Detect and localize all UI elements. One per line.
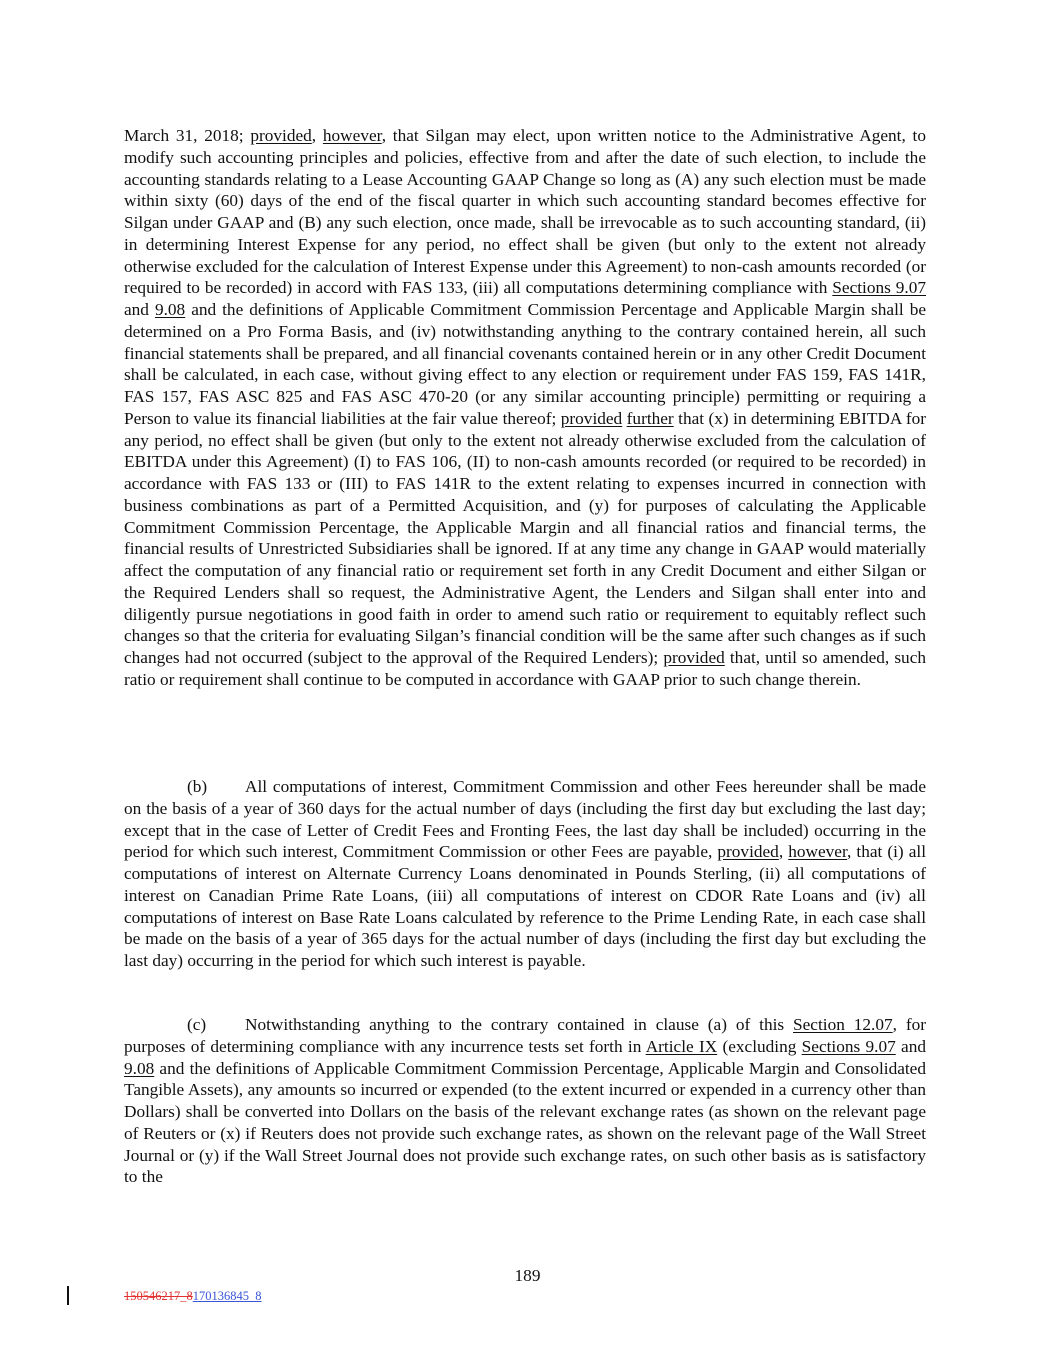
- text-run: ,: [311, 126, 323, 145]
- defined-term: provided: [717, 842, 779, 862]
- defined-term: further: [626, 408, 674, 428]
- text-run: , that (i) all computations of interest on Alternate Currency Loans denominated in Pounds Sterling, (ii) all computations of interest on Canadian Prime Rate Loans, (iii) all computations of interest on CDOR Rate Loans and (iv) all computations of interest on Base Rate Loans calculated by reference to the Prime Lending Rate, in each case shall be made on the basis of a year of 365 days for the actual number of days (including the first day but excluding the last day) occurring in the period for which such interest is payable.: [124, 842, 927, 970]
- section-reference: Sections 9.07: [832, 278, 926, 298]
- section-reference: Section 12.07: [793, 1015, 893, 1034]
- paragraph-a: [124, 125, 926, 691]
- text-run: Notwithstanding anything to the contrary contained in clause (a) of this: [245, 1015, 794, 1034]
- document-id-footer: [124, 1289, 262, 1304]
- text-run: , for purposes of determining compliance with any incurrence tests set forth in: [124, 1015, 927, 1056]
- text-run: March 31, 2018;: [124, 126, 251, 145]
- text-run: (excluding: [717, 1036, 802, 1056]
- text-run: and: [124, 300, 155, 319]
- defined-term: provided: [663, 648, 725, 667]
- section-reference: 9.08: [124, 1058, 155, 1078]
- defined-term: provided: [560, 408, 623, 428]
- defined-term: provided: [250, 126, 312, 145]
- paragraph-c: [124, 1014, 926, 1188]
- inserted-doc-id: 170136845_8: [192, 1289, 262, 1303]
- text-run: that, until so amended, such ratio or requirement shall continue to be computed in accordance with GAAP prior to such change therein.: [124, 648, 927, 689]
- section-reference: 9.08: [154, 300, 186, 319]
- section-reference: Sections 9.07: [801, 1036, 896, 1056]
- text-run: that (x) in determining EBITDA for any period, no effect shall be given (but only to the extent not already otherwise excluded from the calculation of EBITDA under this Agreement) (I) to FAS 106, (II) to non-cash amounts recorded (or required to be recorded) in accordance with FAS 133 or (III) to FAS 141R to the extent relating to expenses incurred in connection with business combinations as part of a Permitted Acquisition, and (y) for purposes of calculating the Applicable Commitment Commission Percentage, the Applicable Margin and all financial ratios and financial terms, the financial results of Unrestricted Subsidiaries shall be ignored. If at any time any change in GAAP would materially affect the computation of any financial ratio or requirement set forth in any Credit Document and either Silgan or the Required Lenders shall so request, the Administrative Agent, the Lenders and Silgan shall enter into and diligently pursue negotiations in good faith in order to amend such ratio or requirement to equitably reflect such changes so that the criteria for evaluating Silgan’s financial condition will be the same after such changes as if such changes had not occurred (subject to the approval of the Required Lenders);: [124, 408, 927, 667]
- deleted-doc-id: 150546217_8: [124, 1289, 193, 1303]
- defined-term: however: [322, 126, 382, 145]
- paragraph-b: [124, 776, 926, 972]
- clause-label: (c): [187, 1015, 207, 1034]
- clause-label: (b): [187, 777, 208, 796]
- text-run: and the definitions of Applicable Commitment Commission Percentage and Applicable Margin shall be determined on a Pro Forma Basis, and (iv) notwithstanding anything to the contrary contained herein, all such financial statements shall be prepared, and all financial covenants contained herein or in any other Credit Document shall be calculated, in each case, without giving effect to any election or requirement under FAS 159, FAS 141R, FAS 157, FAS ASC 825 and FAS ASC 470-20 (or any similar accounting principle) permitting or requiring a Person to value its financial liabilities at the fair value thereof;: [124, 300, 926, 428]
- text-run: , that Silgan may elect, upon written notice to the Administrative Agent, to modify such accounting principles and policies, effective from and after the date of such election, to include the accounting standards relating to a Lease Accounting GAAP Change so long as (A) any such election must be made within sixty (60) days of the end of the fiscal quarter in which such accounting standard becomes effective for Silgan under GAAP and (B) any such election, once made, shall be irrevocable as to such accounting standard, (ii) in determining Interest Expense for any period, no effect shall be given (but only to the extent not already otherwise excluded for the calculation of Interest Expense under this Agreement) to non-cash amounts recorded (or required to be recorded) in accord with FAS 133, (iii) all computations determining compliance with: [124, 126, 927, 298]
- page-number: 189: [514, 1266, 541, 1285]
- text-run: All computations of interest, Commitment Commission and other Fees hereunder shall be made on the basis of a year of 360 days for the actual number of days (including the first day but excluding the last day; except that in the case of Letter of Credit Fees and Fronting Fees, the last day shall be included) occurring in the period for which such interest, Commitment Commission or other Fees are payable,: [124, 777, 926, 862]
- revision-change-bar: [67, 1286, 69, 1305]
- text-run: and the definitions of Applicable Commitment Commission Percentage, Applicable Margin and Consolidated Tangible Assets), any amounts so incurred or expended (to the extent incurred or expended in a currency other than Dollars) shall be converted into Dollars on the basis of the relevant exchange rates (as shown on the relevant page of Reuters or (x) if Reuters does not provide such exchange rates, as shown on the relevant page of the Wall Street Journal or (y) if the Wall Street Journal does not provide such exchange rates, on such other basis as is satisfactory to the: [124, 1058, 926, 1187]
- text-run: and: [895, 1036, 926, 1056]
- defined-term: however: [788, 842, 848, 862]
- section-reference: Article IX: [645, 1036, 718, 1056]
- text-run: ,: [778, 842, 789, 862]
